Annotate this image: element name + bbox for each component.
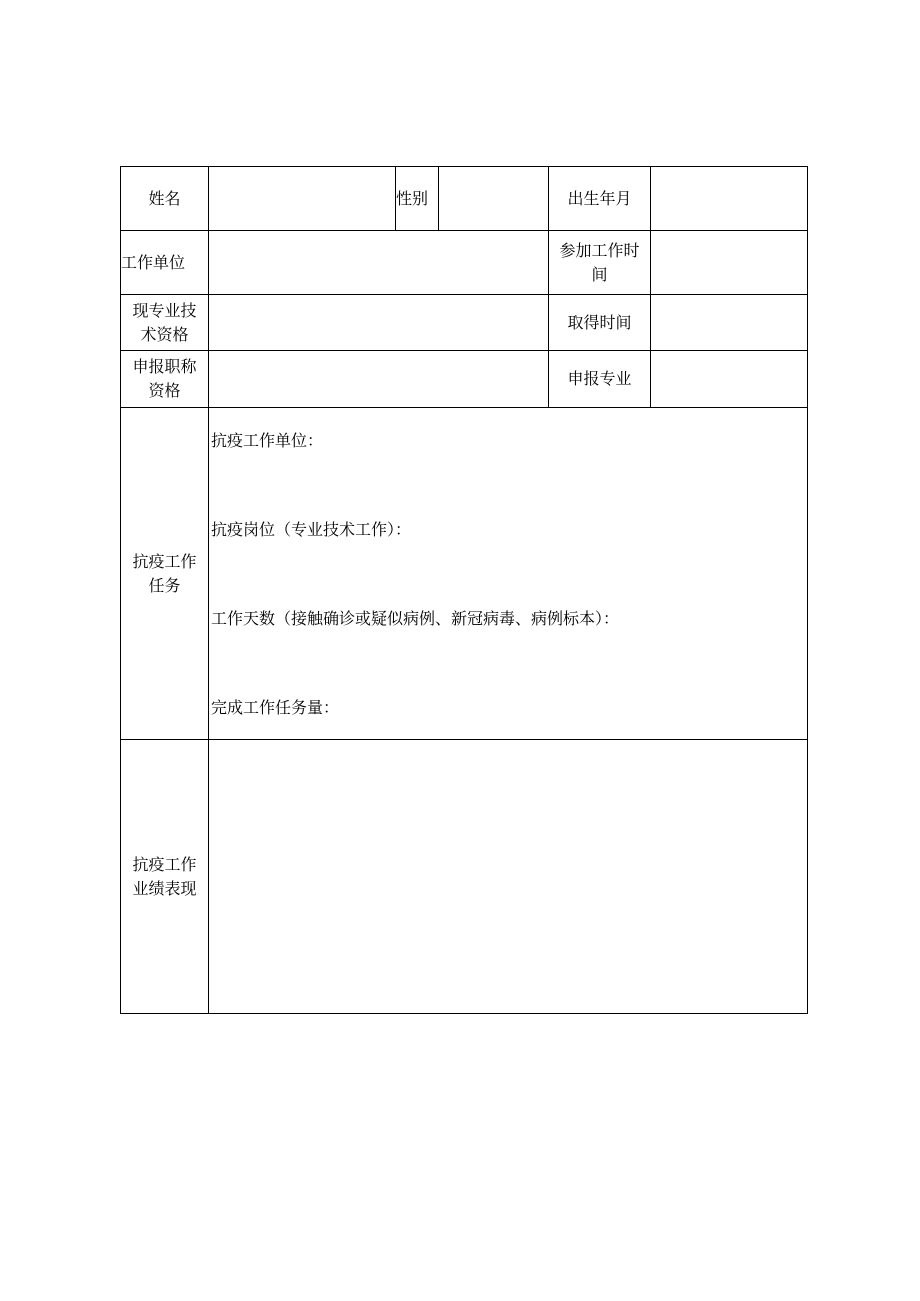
obtained-time-label: 取得时间 [567,312,632,332]
current-qualification-field[interactable] [209,295,548,350]
birth-date-field[interactable] [651,167,807,230]
declared-title-field[interactable] [209,351,548,407]
task-unit-line: 抗疫工作单位： [211,431,324,450]
declared-major-field[interactable] [651,351,807,407]
obtained-time-field[interactable] [651,295,807,350]
tasks-field[interactable] [209,408,807,739]
declared-major-label: 申报专业 [567,369,632,388]
gender-field[interactable] [439,167,548,230]
performance-label: 抗疫工作 业绩表现 [132,854,197,898]
task-days-line: 工作天数（接触确诊或疑似病例、新冠病毒、病例标本）： [211,609,620,628]
start-work-time-field[interactable] [651,231,807,294]
table-border-right [807,166,808,1014]
start-work-time-label: 参加工作时 间 [559,240,640,284]
performance-field[interactable] [209,740,807,1013]
task-post-line: 抗疫岗位（专业技术工作）： [211,520,412,539]
gender-label: 性别 [396,188,429,208]
table-border-bottom [120,1013,808,1014]
name-label: 姓名 [148,188,181,208]
declared-title-label: 申报职称 资格 [132,357,197,400]
current-qualification-label: 现专业技 术资格 [132,300,197,344]
task-workload-line: 完成工作任务量： [211,698,340,717]
birth-date-label: 出生年月 [567,188,632,208]
work-unit-field[interactable] [209,231,548,294]
name-field[interactable] [209,167,395,230]
work-unit-label: 工作单位 [121,252,186,272]
tasks-label: 抗疫工作 任务 [132,551,197,595]
